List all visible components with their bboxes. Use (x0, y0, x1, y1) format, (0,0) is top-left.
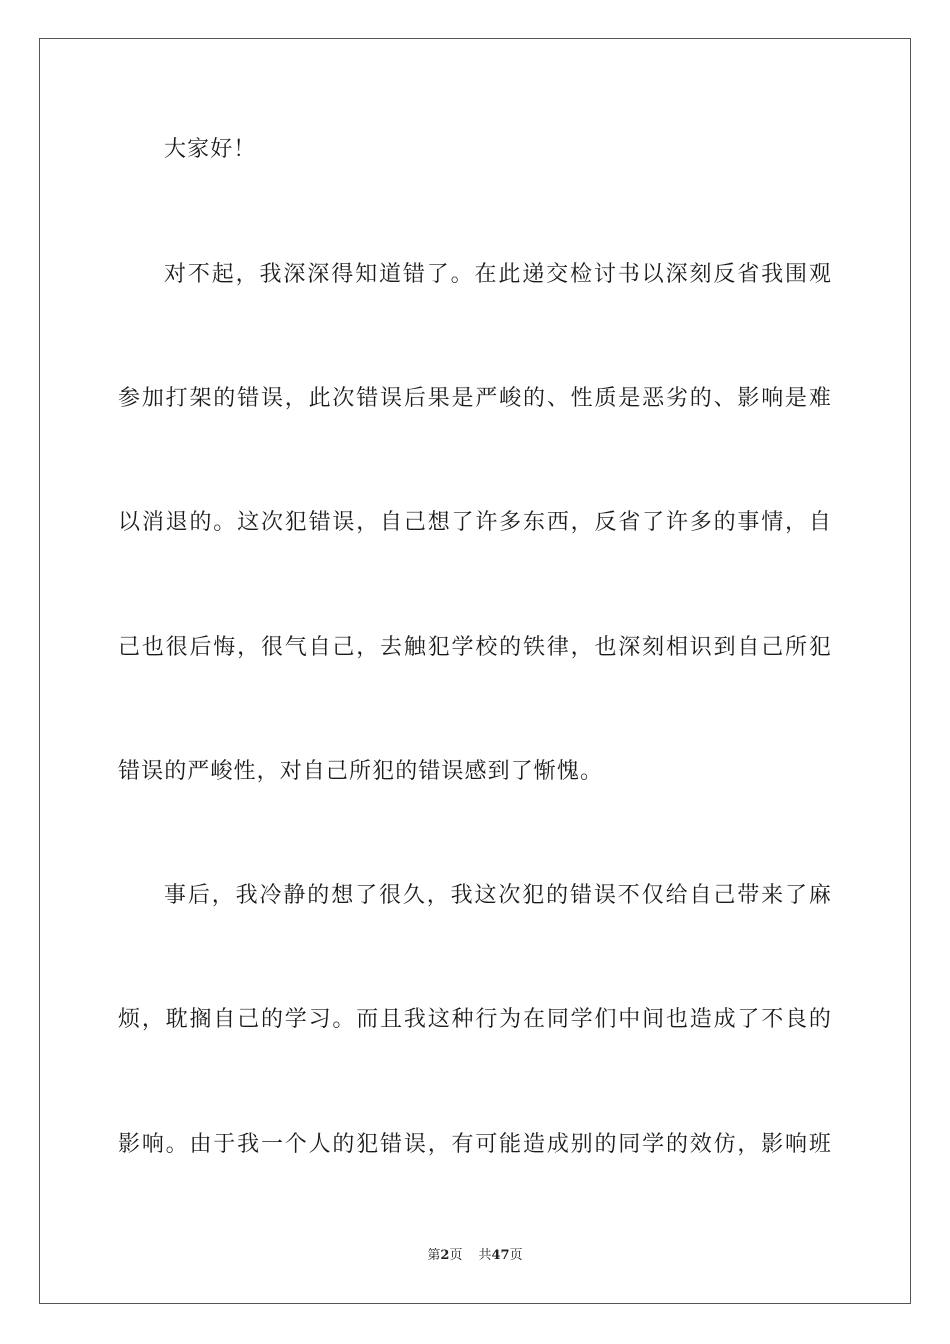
page-footer (0, 1248, 950, 1264)
greeting: 大家好！ (164, 137, 257, 162)
paragraph-line-8: 影响。由于我一个人的犯错误，有可能造成别的同学的效仿，影响班 (118, 1132, 832, 1157)
page-suffix: 页 (449, 1248, 463, 1263)
total-pages: 47 (491, 1248, 510, 1263)
paragraph-line-6: 事后，我冷静的想了很久，我这次犯的错误不仅给自己带来了麻 (164, 883, 832, 908)
paragraph-line-2: 参加打架的错误，此次错误后果是严峻的、性质是恶劣的、影响是难 (118, 386, 832, 411)
total-prefix: 共 (478, 1248, 492, 1263)
paragraph-line-7: 烦，耽搁自己的学习。而且我这种行为在同学们中间也造成了不良的 (118, 1007, 832, 1032)
page-number: 2 (440, 1248, 450, 1263)
total-suffix: 页 (509, 1248, 523, 1263)
page-prefix: 第 (427, 1248, 441, 1263)
paragraph-line-3: 以消退的。这次犯错误，自己想了许多东西，反省了许多的事情，自 (118, 510, 832, 535)
paragraph-line-1: 对不起，我深深得知道错了。在此递交检讨书以深刻反省我围观 (164, 262, 832, 287)
paragraph-line-5: 错误的严峻性，对自己所犯的错误感到了惭愧。 (118, 759, 604, 784)
page-border (39, 38, 911, 1304)
paragraph-line-4: 己也很后悔，很气自己，去触犯学校的铁律，也深刻相识到自己所犯 (118, 635, 832, 660)
